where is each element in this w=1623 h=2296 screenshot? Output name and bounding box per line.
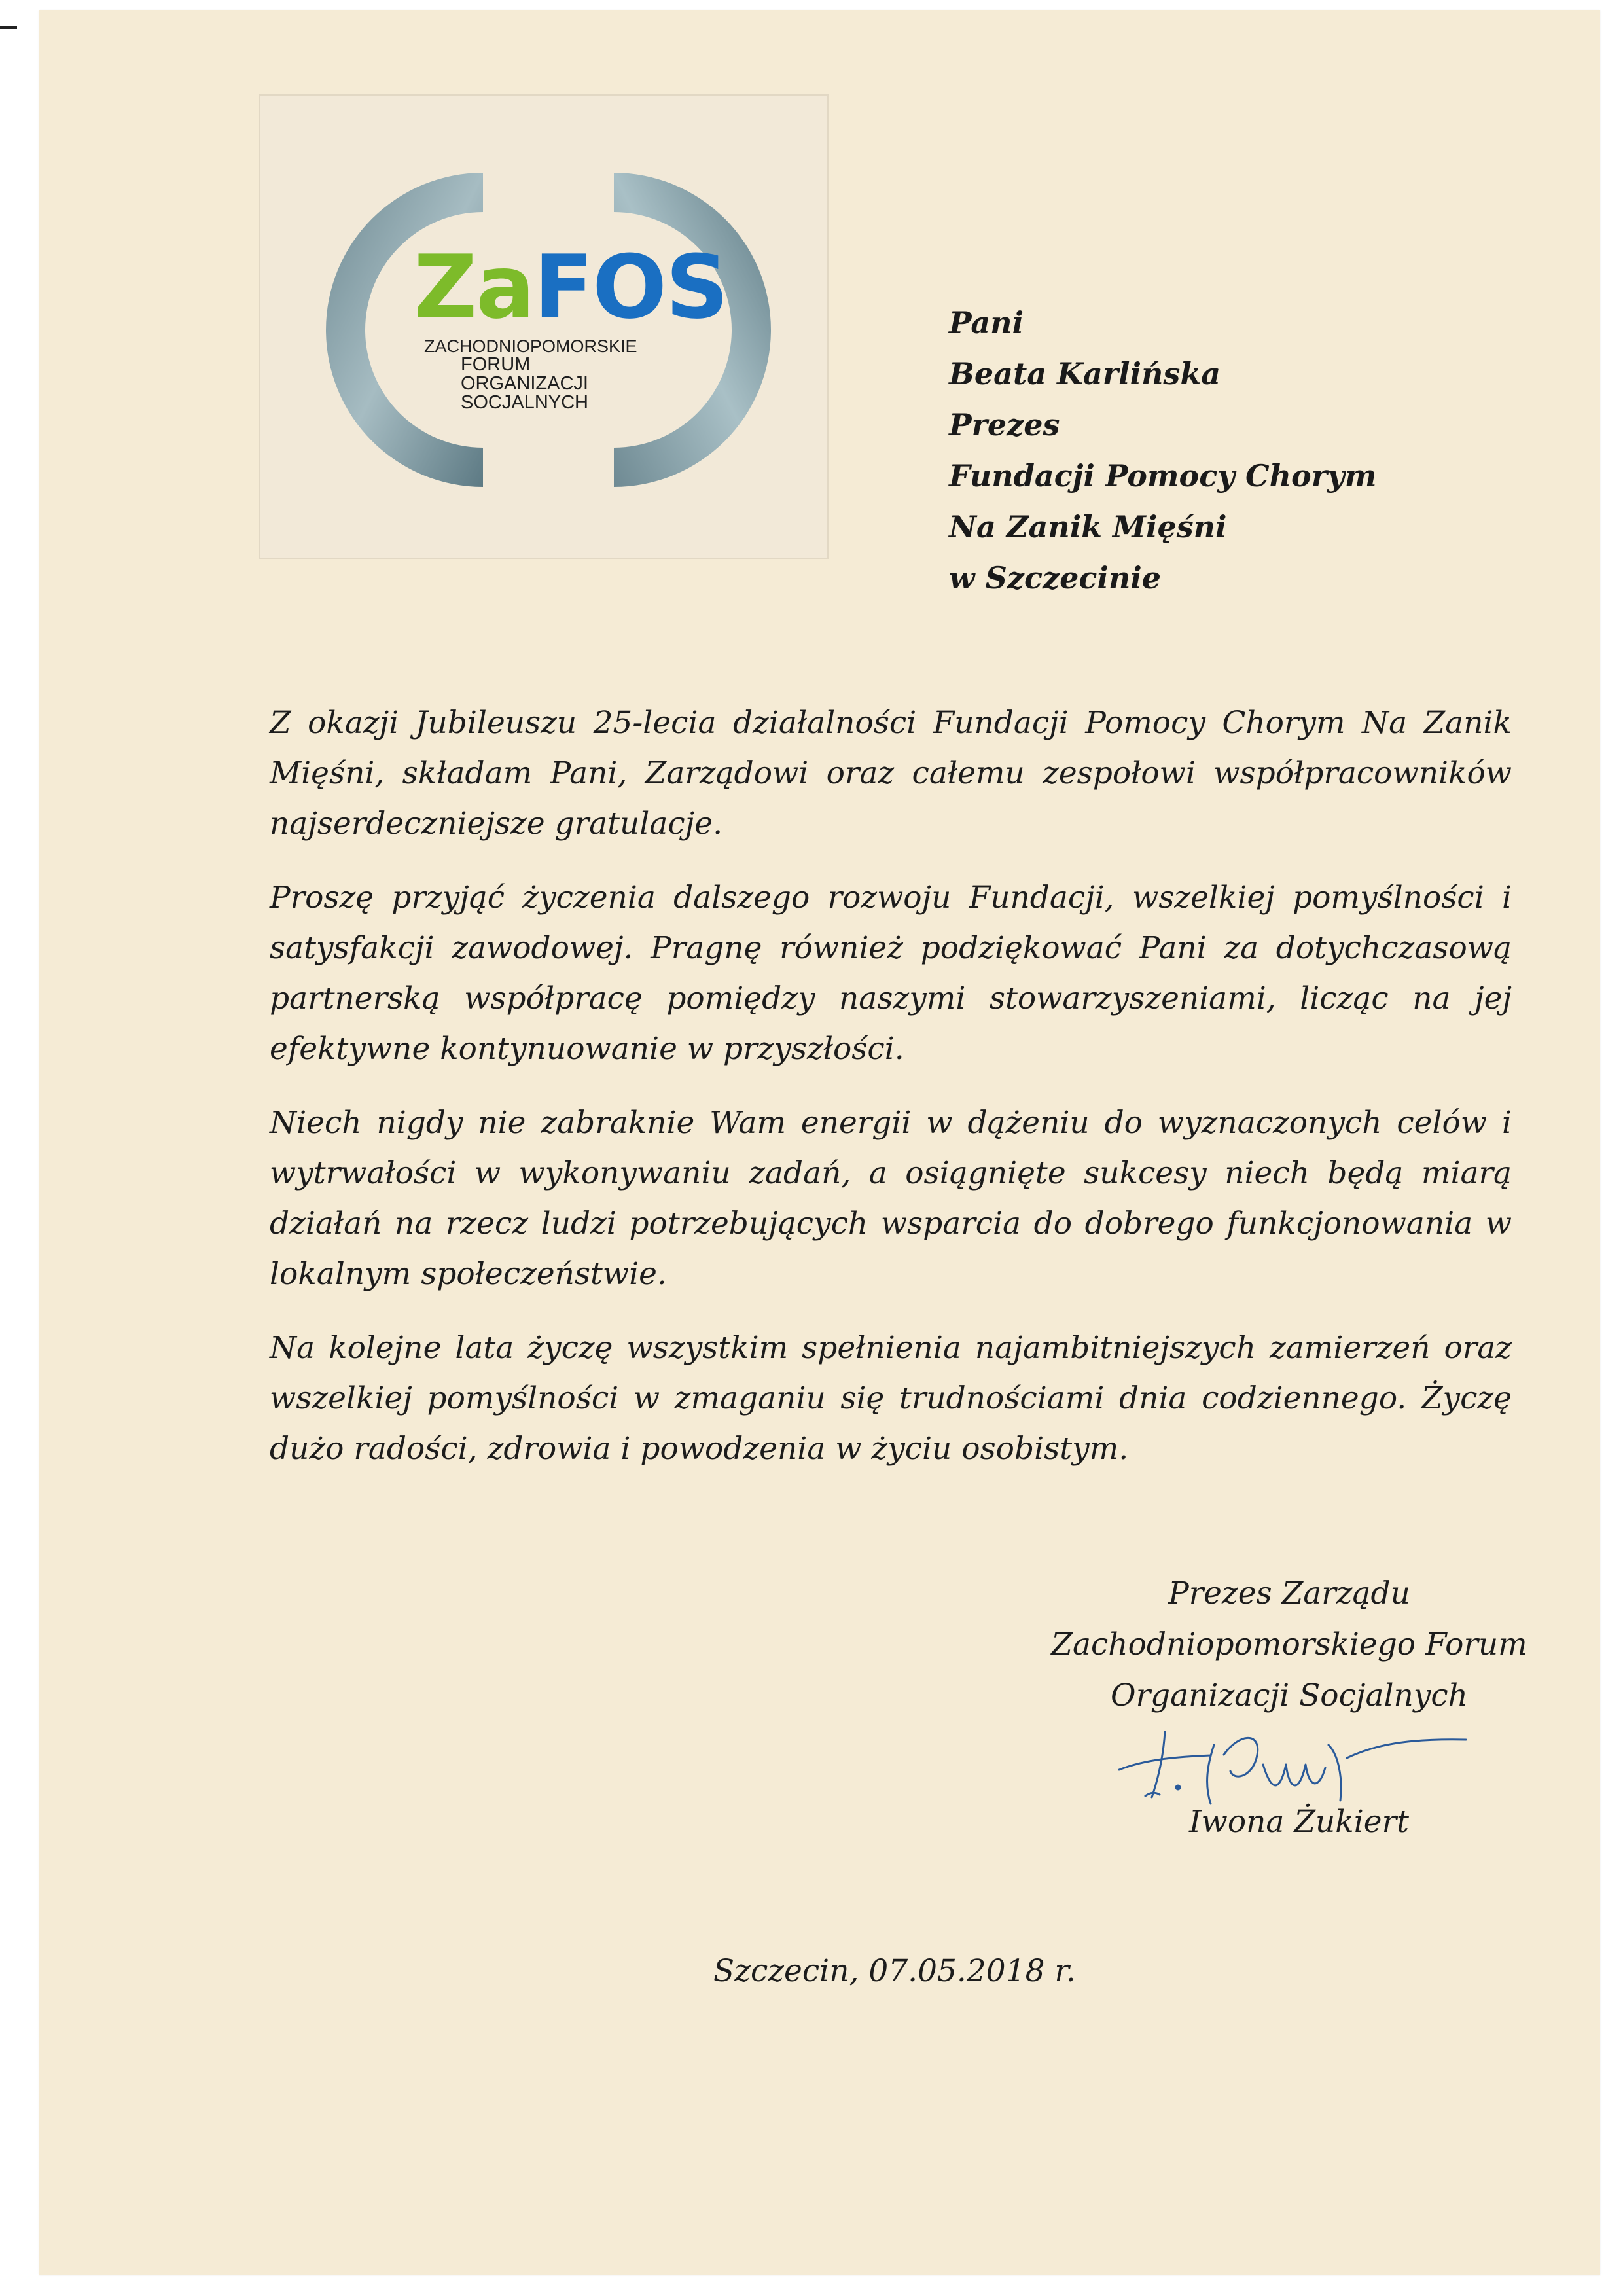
zafos-logo — [259, 94, 829, 559]
body-paragraph: Proszę przyjąć życzenia dalszego rozwoju Fundacji, wszelkiej pomyślności i satysfakcji zawodowej. Pragnę również podziękować Pani za dotychczasową partnerską współpracę pomiędzy naszymi stowarzyszeniami, licząc na jej efektywne kontynuowanie w przyszłości. — [270, 880, 1512, 1067]
letter-sheet — [39, 10, 1600, 2275]
body-paragraph: Niech nigdy nie zabraknie Wam energii w dążeniu do wyznaczonych celów i wytrwałości w wykonywaniu zadań, a osiągnięte sukcesy niech będą miarą działań na rzecz ludzi potrzebujących wsparcia do dobrego funkcjonowania w lokalnym społeczeństwie. — [270, 1105, 1512, 1292]
signature-title-line: Prezes Zarządu — [1168, 1575, 1410, 1611]
logo-subtitle-line: SOCJALNYCH — [461, 392, 588, 413]
signature-title-line: Zachodniopomorskiego Forum — [1051, 1626, 1527, 1662]
logo-subtitle-line: ZACHODNIOPOMORSKIE — [424, 336, 637, 356]
signer-name: Iwona Żukiert — [1189, 1804, 1409, 1840]
body-paragraph: Z okazji Jubileuszu 25-lecia działalności Fundacji Pomocy Chorym Na Zanik Mięśni, składam Pani, Zarządowi oraz całemu zespołowi współpracowników najserdeczniejsze gratulacje. — [270, 705, 1512, 842]
signature-title-line: Organizacji Socjalnych — [1111, 1677, 1468, 1713]
recipient-line: Beata Karlińska — [949, 356, 1221, 391]
recipient-line: Pani — [949, 305, 1024, 340]
handwritten-signature — [1099, 1719, 1505, 1817]
logo-subtitle-line: FORUM — [461, 354, 531, 375]
scan-edge-mark — [0, 26, 17, 29]
recipient-line: w Szczecinie — [949, 560, 1162, 596]
recipient-line: Na Zanik Mięśni — [949, 509, 1227, 545]
recipient-line: Fundacji Pomocy Chorym — [949, 458, 1377, 493]
logo-subtitle — [424, 336, 637, 413]
letter-body — [270, 698, 1512, 1498]
signature-title-block — [1041, 1568, 1538, 1721]
recipient-line: Prezes — [949, 407, 1060, 442]
logo-wordmark — [414, 236, 728, 338]
recipient-address — [949, 297, 1603, 603]
logo-word-za: Za — [414, 236, 534, 338]
logo-subtitle-line: ORGANIZACJI — [461, 373, 588, 394]
logo-word-fos: FOS — [533, 236, 728, 338]
body-paragraph: Na kolejne lata życzę wszystkim spełnienia najambitniejszych zamierzeń oraz wszelkiej pomyślności w zmaganiu się trudnościami dnia codziennego. Życzę dużo radości, zdrowia i powodzenia w życiu osobistym. — [270, 1330, 1512, 1467]
letter-date: Szczecin, 07.05.2018 r. — [713, 1953, 1076, 1989]
